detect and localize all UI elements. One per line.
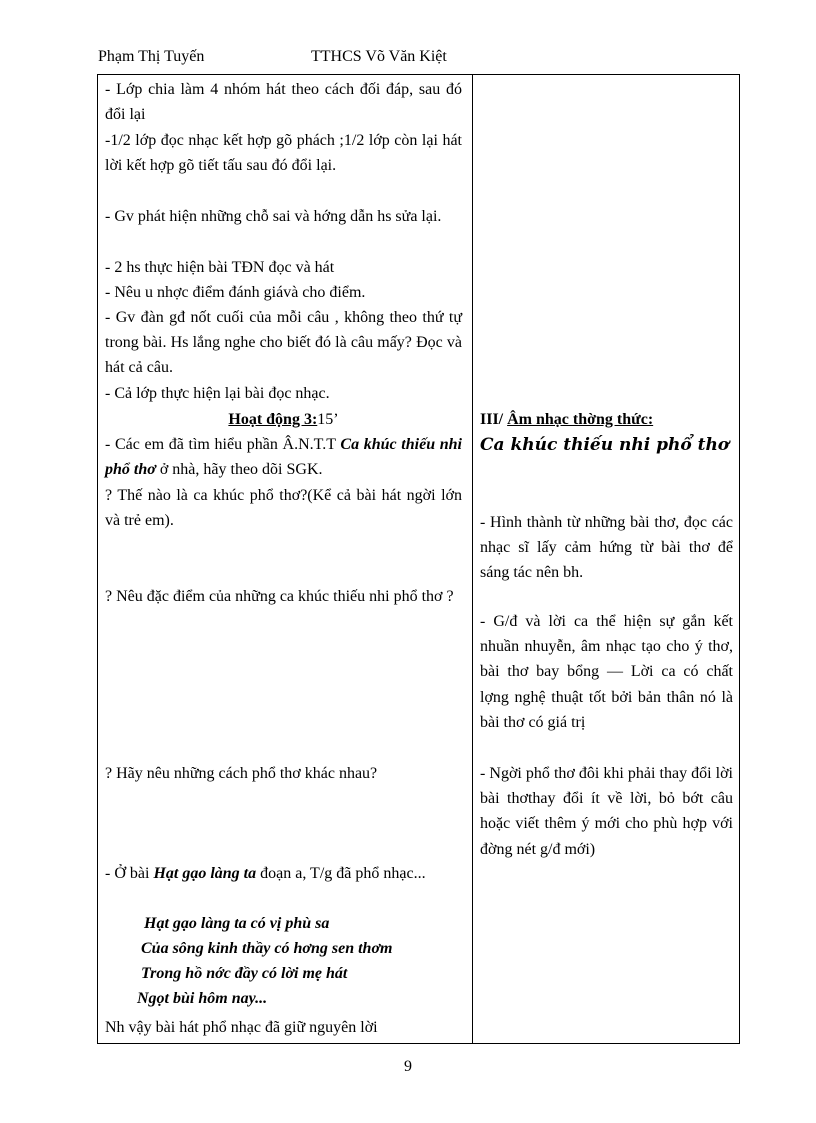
author-name: Phạm Thị Tuyến	[98, 48, 205, 65]
activity-label: Hoạt động 3:	[228, 411, 318, 428]
activity-time: 15’	[317, 411, 339, 428]
left-p9-text: - Ở bài	[105, 865, 154, 882]
section-number: III/	[480, 411, 508, 428]
school-name: TTHCS Võ Văn Kiệt	[311, 48, 447, 65]
poem-line-3: Trong hồ nớc đầy có lời mẹ hát	[141, 965, 348, 982]
left-p5: - Nêu u nhợc điểm đánh giávà cho điểm.	[105, 284, 366, 301]
right-subtitle: Ca khúc thiếu nhi phổ thơ	[480, 435, 730, 455]
page-number: 9	[404, 1058, 412, 1075]
song-name: Hạt gạo làng ta	[153, 865, 257, 882]
left-p3: - Gv phát hiện những chỗ sai và hớng dẫn hs sửa lại.	[105, 208, 442, 225]
left-p9-tail: đoạn a, T/g đã phổ nhạc...	[256, 865, 426, 882]
question-2: ? Nêu đặc điểm của những ca khúc thiếu nhi phổ thơ ?	[105, 588, 454, 605]
page-header	[98, 48, 447, 66]
question-1: ? Thế nào là ca khúc phổ thơ?(Kể cả bài hát ngời lớn và trẻ em).	[105, 487, 462, 530]
poem-line-2: Của sông kinh thầy có hơng sen thơm	[141, 940, 393, 957]
activity-heading	[105, 407, 462, 432]
section-title: Âm nhạc thờng thức:	[507, 411, 654, 428]
left-p8-text: - Các em đã tìm hiểu phần Â.N.T.T	[105, 436, 341, 453]
column-divider	[472, 75, 473, 1043]
left-p8-tail: ở nhà, hãy theo dõi SGK.	[155, 461, 323, 479]
left-p6: - Gv đàn gđ nốt cuối của mỗi câu , không theo thứ tự trong bài. Hs lắng nghe cho biết đó là câu mấy? Đọc và hát cả câu.	[105, 309, 462, 377]
song-title: Ca khúc thiếu nhi phổ thơ	[105, 436, 463, 479]
left-p4: - 2 hs thực hiện bài TĐN đọc và hát	[105, 259, 335, 276]
lesson-table	[97, 74, 740, 1044]
answer-2: - G/đ và lời ca thể hiện sự gắn kết nhuần nhuyễn, âm nhạc tạo cho ý thơ, bài thơ bay bổng — Lời ca có chất lợng nghệ thuật tốt bởi bản thân nó là bài thơ có giá trị	[480, 613, 733, 731]
poem-line-4: Ngọt bùi hôm nay...	[137, 990, 268, 1007]
poem-line-1: Hạt gạo làng ta có vị phù sa	[144, 915, 330, 932]
answer-1: - Hình thành từ những bài thơ, đọc các nhạc sĩ lấy cảm hứng từ bài thơ để sáng tác nên bh.	[480, 514, 733, 582]
left-p8	[105, 432, 462, 482]
question-3: ? Hãy nêu những cách phổ thơ khác nhau?	[105, 765, 378, 782]
left-p10: Nh vậy bài hát phổ nhạc đã giữ nguyên lời	[105, 1019, 378, 1036]
left-p1: - Lớp chia làm 4 nhóm hát theo cách đối đáp, sau đó đổi lại	[105, 81, 462, 124]
left-p9	[105, 861, 462, 886]
right-heading	[480, 407, 733, 432]
left-p7: - Cả lớp thực hiện lại bài đọc nhạc.	[105, 385, 330, 402]
answer-3: - Ngời phổ thơ đôi khi phải thay đổi lời bài thơthay đổi ít về lời, bỏ bớt câu hoặc viết thêm ý mới cho phù hợp với đờng nét g/đ mới)	[480, 765, 733, 858]
left-p2: -1/2 lớp đọc nhạc kết hợp gõ phách ;1/2 lớp còn lại hát lời kết hợp gõ tiết tấu sau đó đổi lại.	[105, 132, 462, 175]
